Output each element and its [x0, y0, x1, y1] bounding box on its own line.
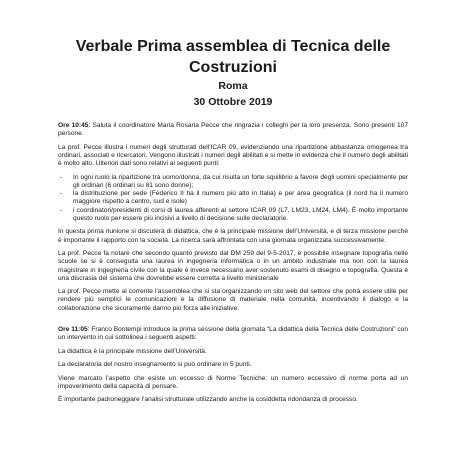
bullet-list [58, 174, 408, 224]
document-title: Verbale Prima assemblea di Tecnica delle Costruzioni [75, 38, 391, 76]
paragraph-didactics: In questa prima riunione si discuterà di didattica, che è la principale missione dell’Università, e di terza missione perché è importante il rapporto con la società. La ricerca sarà affrontata con una giornata organizzata successivamente. [58, 228, 408, 244]
spacer [58, 318, 408, 326]
meeting-date: 30 Ottobre 2019 [193, 96, 273, 108]
document-body [58, 122, 408, 410]
paragraph-session-intro [58, 326, 408, 343]
paragraph-point: La didattica è la principale missione dell’Università. [58, 347, 207, 355]
timestamp: Ore 10:45 [58, 122, 89, 129]
timestamp: Ore 11:05 [58, 326, 88, 334]
paragraph-text: : Saluta il coordinatore Maria Rosaria Pecce che ringrazia i colleghi per la loro presenza. Sono presenti 107 persone. [58, 122, 408, 138]
paragraph-staff-numbers: La prof. Pecce illustra i numeri degli strutturati dell’ICAR 09, evidenziando una ripartizione abbastanza omogenea tra ordinari, associati e ricercatori. Vengono illustrati i numeri degli abilitati e si mette in evidenza che il numero degli abilitati è molto alto. Ulteriori dati sono relativi ai seguenti punti: [58, 143, 409, 168]
paragraph-opening [58, 122, 408, 139]
list-item: - la distribuzione per sede (Federico II ha il numero più alto in Italia) e per area geografica (il nord ha il numero maggiore rispetto a centro, sud e isole) [58, 190, 408, 207]
paragraph-point: La declaratoria del nostro insegnamento si può ordinare in 5 punti. [58, 361, 252, 369]
paragraph-text: : Franco Bontempi introduce la prima sessione della giornata “La didattica della Tecnica delle Costruzioni” con un intervento in cui sottolinea i seguenti aspetti: [58, 326, 408, 342]
list-item: - i coordinatori/presidenti di corsi di laurea afferenti al settore ICAR 09 (L7, LM23, LM24, LM4). È molto importante questo ruolo per essere più incisivi a livello di decisione sulle declaratorie. [58, 207, 408, 224]
paragraph-point: Viene marcato l’aspetto che esiste un eccesso di Norme Tecniche: un numero eccessivo di norme porta ad un impoverimento della capacità di pensare. [58, 374, 408, 390]
paragraph-dm-259: La prof. Pecce fa notare che secondo quanto previsto dal DM 259 del 9-5-2017, è possibile insegnare topografia nelle scuole se si è conseguita una laurea in ingegneria informatica o in un ambito industriale ma non con la laurea magistrale in ingegneria civile con la quale è invece necessario aver sostenuto esami di disegno e topografia. Questa è una discrasia del sistema che dovrebbe essere corretta a livello ministeriale [58, 250, 408, 282]
paragraph-website: La prof. Pecce mette al corrente l’assemblea che si sta organizzando un sito web del settore che potrà essere utile per rendere più semplici le comunicazioni e la diffusione di materiale nella comunità, incentivando il dialogo e la collaborazione che sicuramente danno più forza alle iniziative. [58, 288, 408, 312]
paragraph-point: È importante padroneggiare l’analisi strutturale utilizzando anche la cosiddetta ridondanza di processo. [58, 396, 358, 404]
list-item: - In ogni ruolo la ripartizione tra uomo/donna, da cui risulta un forte squilibrio a favore degli uomini specialmente per gli ordinari (6 ordinari su 81 sono donne); [58, 174, 408, 191]
meeting-location: Roma [218, 80, 248, 92]
